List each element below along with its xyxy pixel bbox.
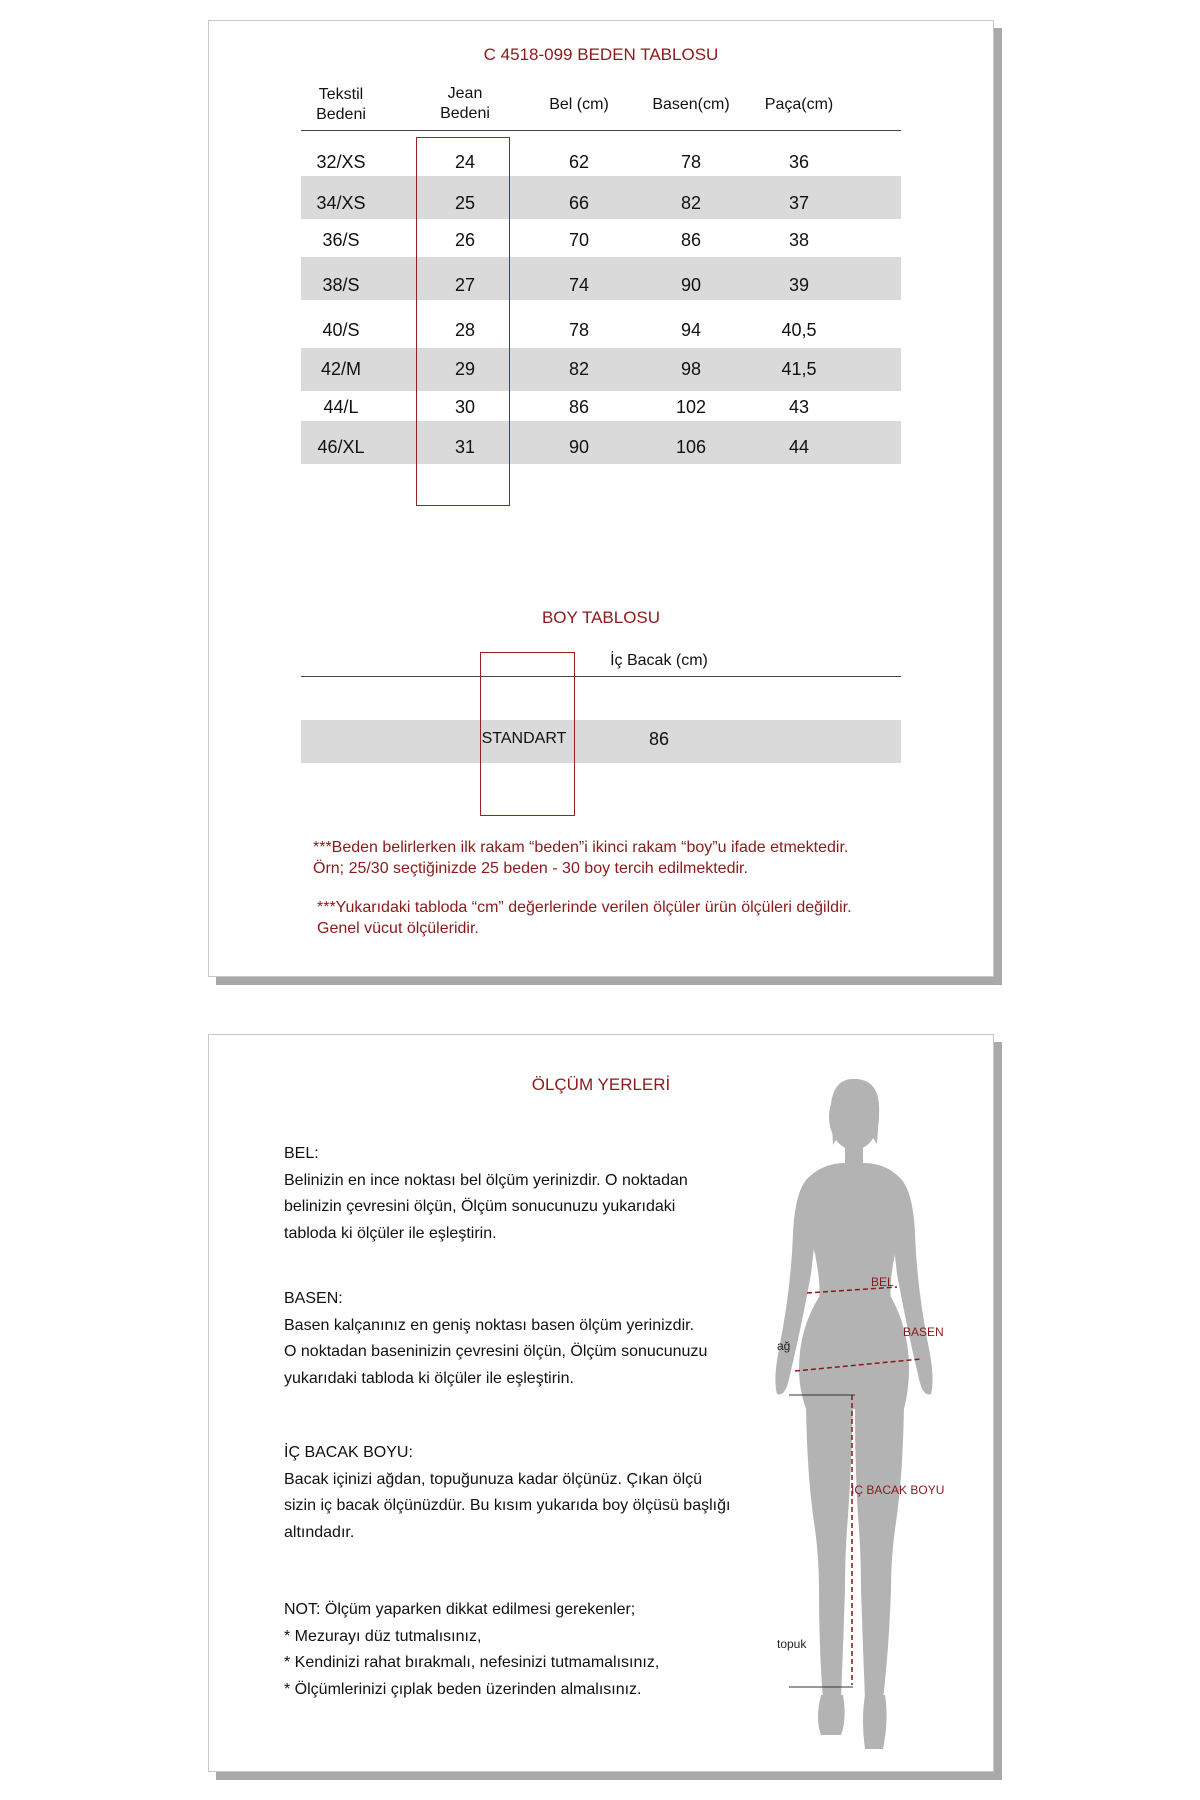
ic-bacak-line: Bacak içinizi ağdan, topuğunuza kadar ölçünüz. Çıkan ölçü: [284, 1470, 703, 1488]
bel-line: tabloda ki ölçüler ile eşleştirin.: [284, 1224, 497, 1242]
basen-section: [284, 1286, 764, 1392]
header-jean-line1: Jean: [447, 85, 483, 102]
cell-tekstil: 40/S: [322, 320, 360, 340]
cell-jean: 28: [454, 320, 476, 340]
cell-basen: 98: [680, 359, 702, 379]
cell-basen: 86: [680, 230, 702, 250]
note-line: * Ölçümlerinizi çıplak beden üzerinden almalısınız.: [284, 1680, 642, 1698]
body-figure: [749, 1059, 979, 1759]
basen-heading: BASEN:: [284, 1290, 343, 1307]
cell-tekstil: 34/XS: [316, 193, 366, 213]
figure-label-ag: ağ: [777, 1339, 791, 1353]
cell-basen: 106: [675, 437, 707, 457]
cell-jean: 26: [454, 230, 476, 250]
length-table-divider: [301, 676, 901, 677]
cell-bel: 74: [568, 275, 590, 295]
note-body-measurements: [317, 897, 957, 939]
size-table-title: C 4518-099 BEDEN TABLOSU: [483, 45, 719, 64]
ic-bacak-section: [284, 1440, 764, 1546]
size-chart-card: [208, 20, 994, 977]
header-jean-line2: Bedeni: [440, 105, 490, 122]
note-line: * Mezurayı düz tutmalısınız,: [284, 1627, 482, 1645]
table-header-divider: [301, 130, 901, 131]
basen-line: Basen kalçanınız en geniş noktası basen ölçüm yerinizdir.: [284, 1316, 695, 1334]
jean-column-highlight: [416, 137, 510, 506]
note2-line1: ***Yukarıdaki tabloda “cm” değerlerinde verilen ölçüler ürün ölçüleri değildir.: [317, 899, 852, 916]
cell-jean: 27: [454, 275, 476, 295]
cell-jean: 29: [454, 359, 476, 379]
header-paca: Paça(cm): [764, 96, 834, 113]
header-ic-bacak: İç Bacak (cm): [610, 652, 708, 669]
cell-tekstil: 36/S: [322, 230, 360, 250]
cell-bel: 70: [568, 230, 590, 250]
measure-title: ÖLÇÜM YERLERİ: [531, 1075, 671, 1094]
figure-label-basen: BASEN: [903, 1325, 944, 1339]
cell-jean: 24: [454, 152, 476, 172]
cell-paca: 43: [788, 397, 810, 417]
cell-paca: 40,5: [781, 320, 817, 340]
cell-tekstil: 42/M: [320, 359, 362, 379]
ic-bacak-line: sizin iç bacak ölçünüzdür. Bu kısım yukarıda boy ölçüsü başlığı: [284, 1497, 731, 1514]
note1-line1: ***Beden belirlerken ilk rakam “beden”i ikinci rakam “boy”u ifade etmektedir.: [313, 839, 849, 856]
header-bel: Bel (cm): [549, 96, 609, 113]
length-row-value: 86: [648, 729, 670, 749]
cell-paca: 38: [788, 230, 810, 250]
cell-basen: 78: [680, 152, 702, 172]
header-basen: Basen(cm): [652, 96, 730, 113]
basen-line: yukarıdaki tabloda ki ölçüler ile eşleştirin.: [284, 1369, 574, 1387]
header-tekstil-line1: Tekstil: [318, 86, 364, 103]
cell-bel: 86: [568, 397, 590, 417]
header-tekstil-line2: Bedeni: [316, 106, 366, 123]
cell-paca: 37: [788, 193, 810, 213]
note1-line2: Örn; 25/30 seçtiğinizde 25 beden - 30 boy tercih edilmektedir.: [313, 860, 748, 877]
cell-jean: 30: [454, 397, 476, 417]
cell-bel: 66: [568, 193, 590, 213]
length-row-band: [301, 720, 901, 763]
cell-jean: 25: [454, 193, 476, 213]
note-line: * Kendinizi rahat bırakmalı, nefesinizi tutmamalısınız,: [284, 1654, 660, 1671]
cell-tekstil: 44/L: [323, 397, 359, 417]
cell-paca: 39: [788, 275, 810, 295]
length-table-title: BOY TABLOSU: [541, 608, 661, 627]
measurement-guide-card: [208, 1034, 994, 1772]
cell-tekstil: 46/XL: [317, 437, 365, 457]
cell-bel: 82: [568, 359, 590, 379]
cell-bel: 90: [568, 437, 590, 457]
cell-tekstil: 38/S: [322, 275, 360, 295]
bel-section: [284, 1141, 764, 1247]
bel-heading: BEL:: [284, 1145, 319, 1162]
cell-tekstil: 32/XS: [316, 152, 366, 172]
header-jean-bedeni: [417, 84, 513, 124]
standart-highlight: [480, 652, 575, 816]
basen-line: O noktadan baseninizin çevresini ölçün, Ölçüm sonucunuzu: [284, 1343, 708, 1360]
note-section: [284, 1597, 764, 1703]
cell-basen: 94: [680, 320, 702, 340]
header-tekstil-bedeni: [291, 85, 391, 125]
note-line: NOT: Ölçüm yaparken dikkat edilmesi gerekenler;: [284, 1601, 636, 1618]
ic-bacak-heading: İÇ BACAK BOYU:: [284, 1444, 413, 1461]
cell-basen: 90: [680, 275, 702, 295]
figure-label-topuk: topuk: [777, 1637, 807, 1651]
cell-basen: 102: [675, 397, 707, 417]
cell-basen: 82: [680, 193, 702, 213]
figure-label-ic-bacak: İÇ BACAK BOYU: [851, 1483, 945, 1497]
cell-bel: 78: [568, 320, 590, 340]
note-size-format: [313, 837, 953, 879]
bel-line: Belinizin en ince noktası bel ölçüm yerinizdir. O noktadan: [284, 1171, 688, 1189]
cell-paca: 36: [788, 152, 810, 172]
figure-label-bel: BEL: [871, 1275, 894, 1289]
note2-line2: Genel vücut ölçüleridir.: [317, 920, 479, 937]
cell-bel: 62: [568, 152, 590, 172]
bel-line: belinizin çevresini ölçün, Ölçüm sonucunuzu yukarıdaki: [284, 1198, 676, 1215]
cell-jean: 31: [454, 437, 476, 457]
ic-bacak-line: altındadır.: [284, 1523, 355, 1541]
cell-paca: 44: [788, 437, 810, 457]
length-row-label: STANDART: [481, 730, 567, 747]
cell-paca: 41,5: [781, 359, 817, 379]
